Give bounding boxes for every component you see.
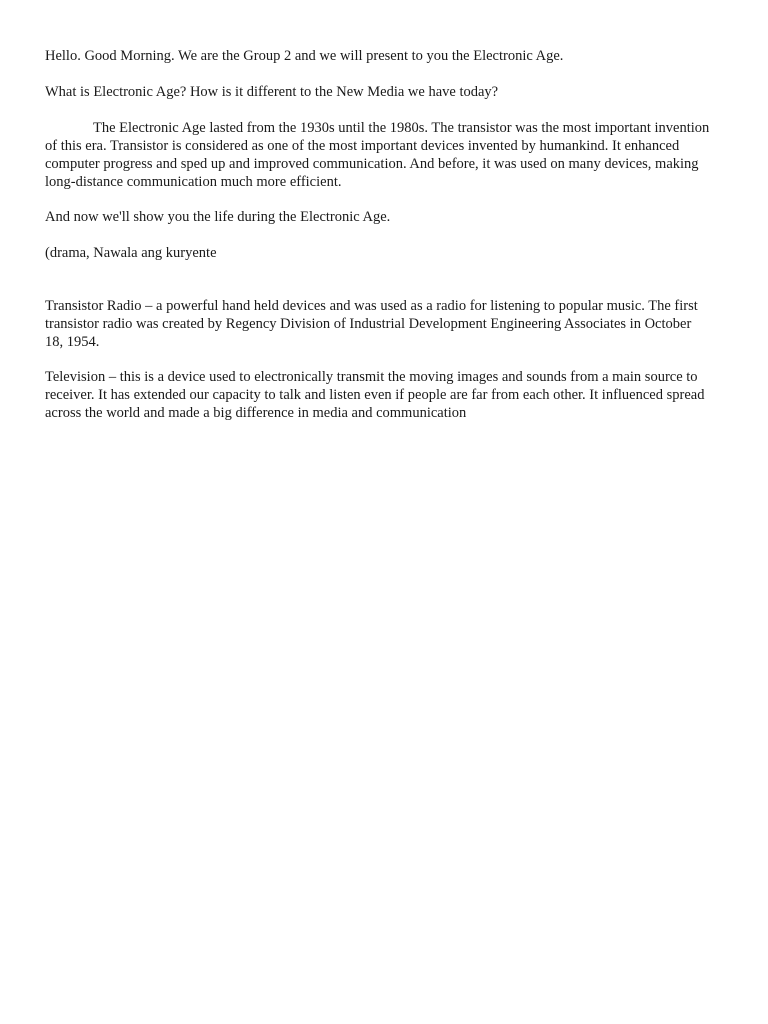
television-paragraph: Television – this is a device used to electronically transmit the moving images and sounds from a main source to receiver. It has extended our capacity to talk and listen even if people are far from each other. It influenced spread across the world and made a big difference in media and communication xyxy=(45,369,705,421)
drama-note: (drama, Nawala ang kuryente xyxy=(45,245,217,261)
greeting-paragraph: Hello. Good Morning. We are the Group 2 and we will present to you the Electronic Age. xyxy=(45,48,564,64)
question-paragraph: What is Electronic Age? How is it different to the New Media we have today? xyxy=(45,84,499,100)
transition-paragraph: And now we'll show you the life during the Electronic Age. xyxy=(45,209,391,225)
transistor-radio-paragraph: Transistor Radio – a powerful hand held devices and was used as a radio for listening to popular music. The first transistor radio was created by Regency Division of Industrial Development Engineering Associates in October 18, 1954. xyxy=(45,298,698,350)
intro-paragraph: The Electronic Age lasted from the 1930s until the 1980s. The transistor was the most important invention of this era. Transistor is considered as one of the most important devices invented by humankind. It enhanced computer progress and sped up and improved communication. And before, it was used on many devices, making long-distance communication much more efficient. xyxy=(45,120,710,190)
